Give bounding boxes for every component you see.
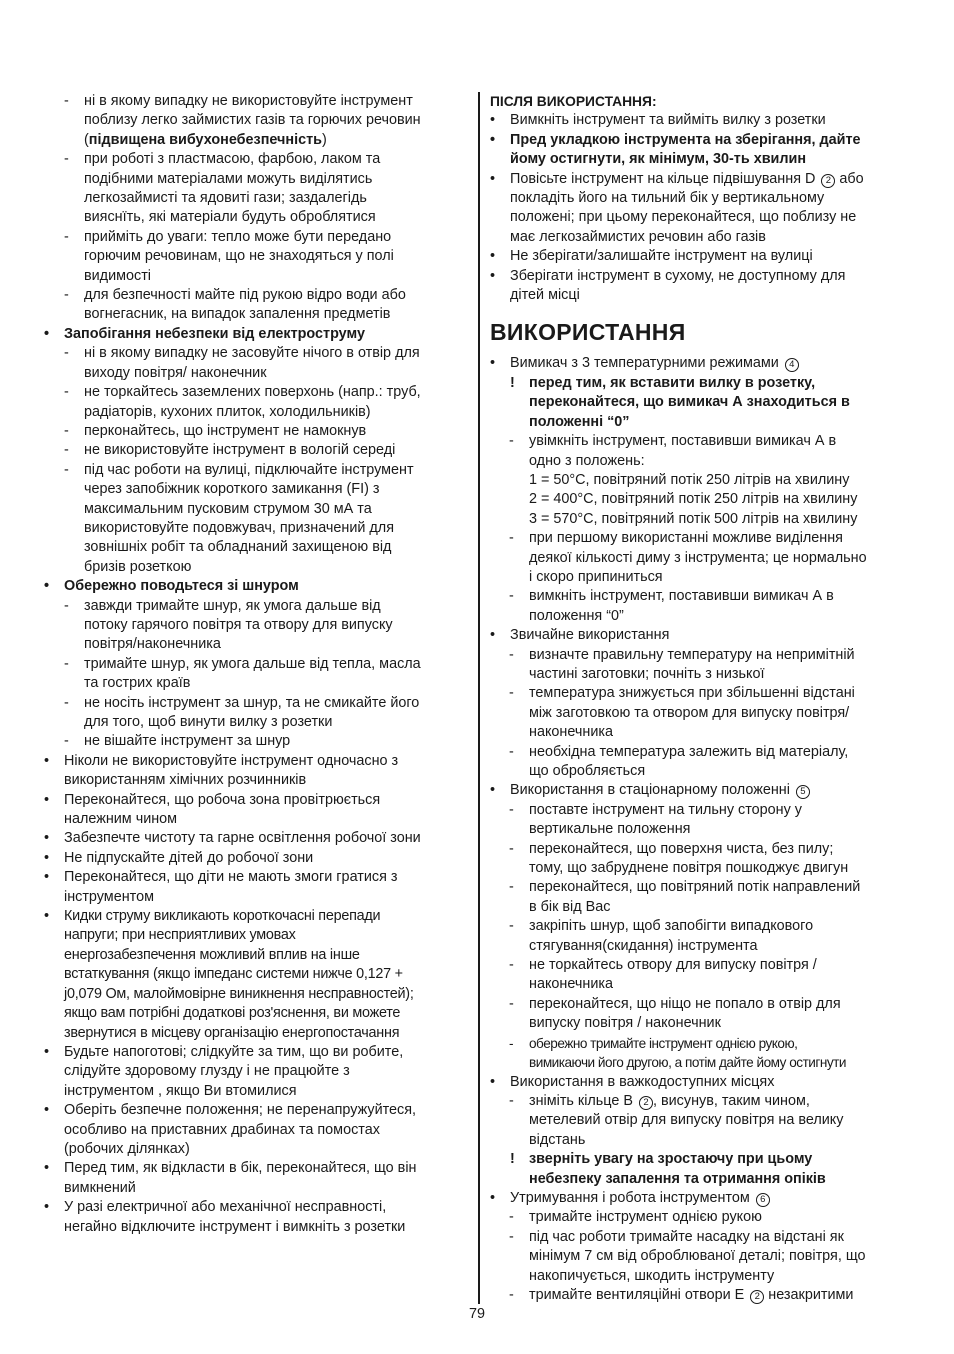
list-item bbox=[44, 868, 469, 907]
text-line: Пред укладкою інструмента на зберігання, дайте bbox=[510, 131, 861, 148]
list-item bbox=[44, 286, 469, 325]
text-line: якщо вам потрібні додаткові роз'яснення, ви можете bbox=[64, 1005, 401, 1022]
text-line: наконечника bbox=[529, 724, 613, 741]
list-item bbox=[490, 840, 910, 879]
text-line: радіаторів, кухоних плиток, холодильників) bbox=[84, 403, 371, 420]
text-line: 2 = 400°C, повітряний потік 250 літрів на хвилину bbox=[529, 491, 858, 508]
text-span: Повісьте інструмент на кільце підвішування D bbox=[510, 170, 816, 187]
list-item bbox=[490, 267, 910, 306]
text-line: вертикальне положення bbox=[529, 821, 691, 838]
list-item bbox=[490, 801, 910, 840]
text-span: або bbox=[839, 170, 864, 187]
text-line: тому, що забруднене повітря пошкоджує двигун bbox=[529, 860, 849, 877]
text-line: перед тим, як вставити вилку в розетку, bbox=[529, 374, 816, 391]
text-line: положенні “0” bbox=[529, 413, 630, 430]
text-line: Перед тим, як відкласти в бік, переконайтеся, що він bbox=[64, 1160, 417, 1177]
figure-number-icon: 2 bbox=[639, 1096, 653, 1110]
text-line: переконайтеся, що ніщо не попало в отвір для bbox=[529, 995, 841, 1012]
text-line: видимості bbox=[84, 267, 151, 284]
text-line: (робочих ділянках) bbox=[64, 1140, 190, 1157]
list-item bbox=[490, 170, 910, 248]
list-item bbox=[490, 1092, 910, 1150]
text-line: належним чином bbox=[64, 811, 178, 828]
text-line: положення “0” bbox=[529, 607, 624, 624]
list-item bbox=[490, 1228, 910, 1286]
text-line: температура знижується при збільшенні відстані bbox=[529, 685, 855, 702]
text-line: особливо на приставних драбинах та помостах bbox=[64, 1121, 380, 1138]
section-heading bbox=[44, 325, 469, 344]
list-item bbox=[44, 441, 469, 460]
list-item bbox=[44, 1043, 469, 1101]
text-span: Не зберігати/залишайте інструмент на вулиці bbox=[510, 248, 813, 265]
text-line: одно з положень: bbox=[529, 452, 645, 469]
warning-item bbox=[490, 374, 910, 432]
text-line: слідуйте здоровому глузду і не працюйте з bbox=[64, 1063, 350, 1080]
text-span: Вимикач з 3 температурними режимами bbox=[510, 355, 779, 372]
list-item bbox=[44, 1159, 469, 1198]
text-span: незакритими bbox=[768, 1286, 854, 1303]
text-line: використанням хімічних розчинників bbox=[64, 772, 307, 789]
text-span: покладіть його на тильний бік у вертикальному bbox=[510, 190, 825, 207]
text-line: Оберіть безпечне положення; не перенапружуйтеся, bbox=[64, 1102, 417, 1119]
text-line: перконайтесь, що інструмент не намокнув bbox=[84, 422, 367, 439]
list-item bbox=[44, 732, 469, 751]
text-line: прийміть до уваги: тепло може бути передано bbox=[84, 228, 392, 245]
list-item bbox=[490, 111, 910, 130]
text-line: під час роботи на вулиці, підключайте інструмент bbox=[84, 461, 414, 478]
list-item bbox=[44, 907, 469, 1043]
text-line: під час роботи тримайте насадку на відстані як bbox=[529, 1228, 844, 1245]
text-line: і скоро припиниться bbox=[529, 568, 663, 585]
text-line: між заготовкою та отвором для випуску повітря/ bbox=[529, 704, 850, 721]
text-line: горючим речовинам, що не знаходяться у полі bbox=[84, 248, 394, 265]
right-column bbox=[490, 92, 910, 1305]
text-span: має легкозаймистих речовин або газів bbox=[510, 228, 766, 245]
section-heading bbox=[44, 577, 469, 596]
text-span: Утримування і робота інструментом bbox=[510, 1189, 750, 1206]
text-line: завжди тримайте шнур, як умога дальше від bbox=[84, 597, 381, 614]
text-line: легкозаймисті та ядовиті гази; заздалегідь bbox=[84, 190, 367, 207]
list-item bbox=[490, 354, 910, 373]
list-item bbox=[44, 1101, 469, 1159]
text-line: мінімум 7 см від оброблюваної деталі; повітря, що bbox=[529, 1248, 866, 1265]
text-line: не вішайте інструмент за шнур bbox=[84, 733, 291, 750]
list-item bbox=[490, 529, 910, 587]
text-line: Зберігати інструмент в сухому, не доступному для bbox=[510, 267, 846, 284]
mode-list bbox=[490, 471, 910, 529]
list-item bbox=[490, 995, 910, 1034]
list-item bbox=[44, 791, 469, 830]
figure-number-icon: 5 bbox=[796, 785, 810, 799]
text-line: У разі електричної або механічної несправності, bbox=[64, 1199, 387, 1216]
text-line: небезпеку запалення та отримання опіків bbox=[529, 1170, 826, 1187]
list-item bbox=[44, 344, 469, 383]
text-line: Забезпечте чистоту та гарне освітлення робочої зони bbox=[64, 830, 421, 847]
column-divider bbox=[478, 92, 480, 1304]
list-item bbox=[44, 829, 469, 848]
text-span: Обережно поводьтеся зі шнуром bbox=[64, 578, 299, 595]
text-line: Переконайтеся, що робоча зона провітрюється bbox=[64, 791, 381, 808]
text-line: переконайтеся, що поверхня чиста, без пилу; bbox=[529, 840, 834, 857]
text-line: 3 = 570°C, повітряний потік 500 літрів на хвилину bbox=[529, 510, 858, 527]
text-span: підвищена вибухонебезпечність bbox=[88, 131, 322, 148]
list-item bbox=[44, 461, 469, 577]
text-line: деякої кількості диму з інструмента; це нормально bbox=[529, 549, 867, 566]
text-line: ні в якому випадку не використовуйте інструмент bbox=[84, 93, 413, 109]
page-number: 79 bbox=[468, 1306, 485, 1322]
text-line: Будьте напоготові; слідкуйте за тим, що ви робите, bbox=[64, 1043, 404, 1060]
text-line: не торкайтесь заземлених поверхонь (напр.: труб, bbox=[84, 384, 421, 401]
text-line: бризів розеткою bbox=[84, 558, 192, 575]
list-item bbox=[44, 849, 469, 868]
list-item bbox=[490, 626, 910, 645]
text-line: наконечника bbox=[529, 976, 613, 993]
list-item bbox=[44, 1198, 469, 1237]
text-line: вияснїть, які матеріали будуть оброблятися bbox=[84, 209, 376, 226]
text-line: потоку гарячого повітря та отвору для випуску bbox=[84, 616, 393, 633]
warning-item bbox=[490, 1150, 910, 1189]
text-line: інструментом , якщо Ви втомилися bbox=[64, 1082, 297, 1099]
list-item bbox=[490, 1208, 910, 1227]
list-item bbox=[490, 1073, 910, 1092]
list-item bbox=[490, 1286, 910, 1305]
text-line: поблизу легко займистих газів та горючих речовин bbox=[84, 112, 421, 129]
list-item bbox=[44, 655, 469, 694]
text-line: для безпечності майте під рукою відро води або bbox=[84, 287, 406, 304]
text-line: при роботі з пластмасою, фарбою, лаком та bbox=[84, 151, 381, 168]
text-line: дітей місці bbox=[510, 287, 580, 304]
text-span: , висунув, таким чином, bbox=[653, 1092, 810, 1109]
text-span: зніміть кільце B bbox=[529, 1092, 633, 1109]
text-line: зверніть увагу на зростаючу при цьому bbox=[529, 1151, 813, 1168]
list-item bbox=[44, 422, 469, 441]
text-line: використовуйте подовжувач, призначений для bbox=[84, 519, 394, 536]
text-line: інструментом bbox=[64, 888, 154, 905]
text-line: Кидки струму викликають короткочасні перепади bbox=[64, 908, 381, 925]
list-item bbox=[490, 781, 910, 800]
list-item bbox=[490, 131, 910, 170]
list-item bbox=[490, 646, 910, 685]
text-line: поставте інструмент на тильну сторону у bbox=[529, 801, 803, 818]
text-line: вимкніть інструмент, поставивши вимикач А в bbox=[529, 588, 834, 605]
text-line: енергозабезпечення можливий вплив на інше bbox=[64, 946, 360, 963]
list-item bbox=[490, 878, 910, 917]
figure-number-icon: 2 bbox=[821, 174, 835, 188]
text-line: звернутися в місцеву організацію енергопостачання bbox=[64, 1024, 400, 1041]
list-item bbox=[490, 587, 910, 626]
text-line: максимальним пусковим струмом 30 мА та bbox=[84, 500, 372, 517]
text-span: положені; при цьому переконайтеся, що поблизу не bbox=[510, 209, 857, 226]
text-line: випуску повітря / наконечник bbox=[529, 1015, 721, 1032]
text-line: вимкнений bbox=[64, 1179, 136, 1196]
text-line: зовнішніх робіт та обладнаний захищеною від bbox=[84, 539, 392, 556]
text-span: ВИКОРИСТАННЯ bbox=[490, 319, 686, 346]
list-item bbox=[44, 383, 469, 422]
section-heading bbox=[490, 92, 910, 111]
text-span: Використання в важкодоступних місцях bbox=[510, 1073, 775, 1090]
figure-number-icon: 4 bbox=[785, 358, 799, 372]
text-line: не використовуйте інструмент в вологій середі bbox=[84, 442, 396, 459]
text-span: Вимкніть інструмент та вийміть вилку з розетки bbox=[510, 112, 826, 129]
figure-number-icon: 6 bbox=[756, 1193, 770, 1207]
text-line: Переконайтеся, що діти не мають змоги гратися з bbox=[64, 869, 398, 886]
text-line: виходу повітря/ наконечник bbox=[84, 364, 267, 381]
text-line: Ніколи не використовуйте інструмент одночасно з bbox=[64, 752, 399, 769]
list-item bbox=[44, 597, 469, 655]
text-line: визначте правильну температуру на непримітній bbox=[529, 646, 855, 663]
text-span: відстань bbox=[529, 1131, 586, 1148]
text-line: встаткування (якщо імпеданс системи нижче 0,127 + bbox=[64, 966, 403, 983]
text-line: в бік від Вас bbox=[529, 898, 611, 915]
text-span: Запобігання небезпеки від електроструму bbox=[64, 325, 365, 342]
text-line: тримайте шнур, як умога дальше від тепла, масла bbox=[84, 655, 421, 672]
list-item bbox=[44, 752, 469, 791]
text-line: напруги; при несприятливих умовах bbox=[64, 927, 296, 944]
list-item bbox=[490, 956, 910, 995]
list-item bbox=[490, 917, 910, 956]
text-line: 1 = 50°C, повітряний потік 250 літрів на хвилину bbox=[529, 471, 850, 488]
text-line: та гострих країв bbox=[84, 675, 191, 692]
list-item bbox=[44, 228, 469, 286]
text-line: вимикаючи його другою, а потім дайте йому остигнути bbox=[529, 1055, 846, 1071]
text-line: при першому використанні можливе виділення bbox=[529, 530, 843, 547]
list-item bbox=[44, 694, 469, 733]
text-line: ні в якому випадку не засовуйте нічого в отвір для bbox=[84, 345, 420, 362]
text-line: негайно відключите інструмент і вимкніть з розетки bbox=[64, 1218, 406, 1235]
text-line: Не підпускайте дітей до робочої зони bbox=[64, 849, 314, 866]
list-item bbox=[490, 432, 910, 471]
text-span: метелевий отвір для випуску повітря на велику bbox=[529, 1112, 844, 1129]
text-line: увімкніть інструмент, поставивши вимикач А в bbox=[529, 433, 837, 450]
list-item bbox=[490, 743, 910, 782]
text-span: Звичайне використання bbox=[510, 627, 670, 644]
text-line: частині заготовки; почніть з низької bbox=[529, 665, 765, 682]
list-item bbox=[490, 1034, 910, 1073]
text-line: закріпіть шнур, щоб запобігти випадкового bbox=[529, 918, 814, 935]
text-span: Використання в стаціонарному положенні bbox=[510, 782, 790, 799]
list-item bbox=[44, 150, 469, 228]
text-line: не носіть інструмент за шнур, та не смикайте його bbox=[84, 694, 420, 711]
text-line: тримайте інструмент однією рукою bbox=[529, 1209, 762, 1226]
text-line: не торкайтесь отвору для випуску повітря / bbox=[529, 957, 817, 974]
text-line: через запобіжник короткого замикання (FI) з bbox=[84, 481, 380, 498]
text-line: йому остигнути, як мінімум, 30-ть хвилин bbox=[510, 151, 807, 168]
left-column bbox=[44, 92, 469, 1237]
text-span: тримайте вентиляційні отвори E bbox=[529, 1286, 745, 1303]
text-span: ПІСЛЯ ВИКОРИСТАННЯ: bbox=[490, 94, 657, 109]
text-line: подібними матеріалами можуть виділятись bbox=[84, 170, 373, 187]
list-item bbox=[490, 684, 910, 742]
list-item bbox=[490, 247, 910, 266]
text-line: накопичується, шкодить інструменту bbox=[529, 1267, 775, 1284]
text-line: переконайтеся, що повітряний потік направлений bbox=[529, 879, 861, 896]
text-line: для того, щоб винути вилку з розетки bbox=[84, 714, 333, 730]
section-title bbox=[490, 318, 910, 346]
text-line: обережно тримайте інструмент однією рукою, bbox=[529, 1035, 798, 1051]
text-line: j0,079 Ом, малоймовірне виникнення несправностей); bbox=[64, 985, 414, 1002]
list-item bbox=[490, 1189, 910, 1208]
text-line: необхідна температура залежить від матеріалу, bbox=[529, 743, 849, 760]
text-line: вогнегасник, на випадок запалення предметів bbox=[84, 306, 391, 323]
figure-number-icon: 2 bbox=[750, 1290, 764, 1304]
text-line: що обробляється bbox=[529, 763, 646, 779]
list-item: - ні в якому випадку не використовуйте інструмент поблизу легко займистих газів та горючих речовин (підвищена вибухонебезпечність) bbox=[44, 92, 469, 150]
text-line: повітря/наконечника bbox=[84, 636, 221, 653]
text-line: переконайтеся, що вимикач А знаходиться в bbox=[529, 394, 850, 411]
text-line: стягування(скидання) інструмента bbox=[529, 937, 758, 954]
